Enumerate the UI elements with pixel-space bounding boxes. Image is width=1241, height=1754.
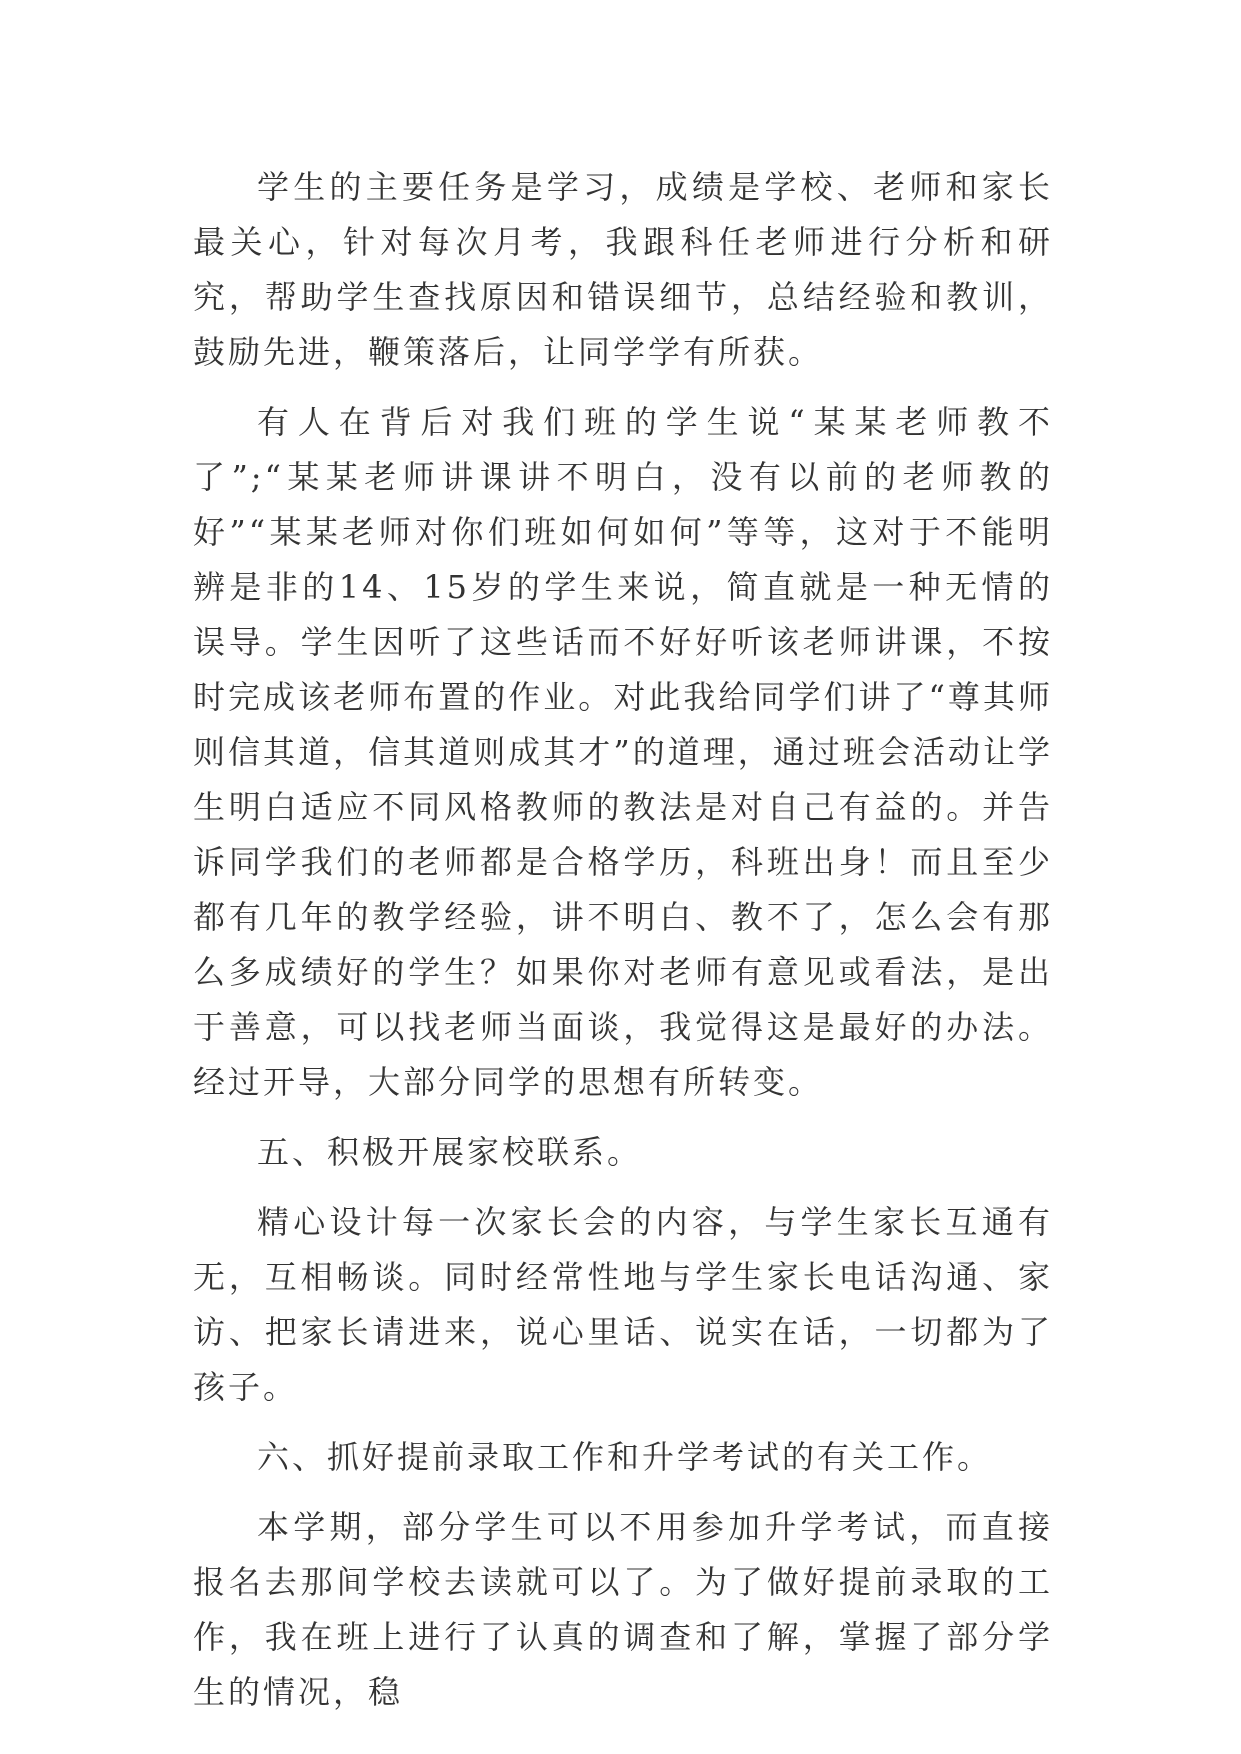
- paragraph-respect-teachers: 有人在背后对我们班的学生说“某某老师教不了”;“某某老师讲课讲不明白，没有以前的老师教的好”“某某老师对你们班如何如何”等等，这对于不能明辨是非的14、15岁的学生来说，简直就是一种无情的误导。学生因听了这些话而不好好听该老师讲课，不按时完成该老师布置的作业。对此我给同学们讲了“尊其师则信其道，信其道则成其才”的道理，通过班会活动让学生明白适应不同风格教师的教法是对自己有益的。并告诉同学我们的老师都是合格学历，科班出身！而且至少都有几年的教学经验，讲不明白、教不了，怎么会有那么多成绩好的学生？如果你对老师有意见或看法，是出于善意，可以找老师当面谈，我觉得这是最好的办法。经过开导，大部分同学的思想有所转变。: [193, 403, 1053, 1101]
- document-body: [193, 160, 1053, 1720]
- paragraph-parent-meetings: 精心设计每一次家长会的内容，与学生家长互通有无，互相畅谈。同时经常性地与学生家长电话沟通、家访、把家长请进来，说心里话、说实在话，一切都为了孩子。: [193, 1203, 1053, 1406]
- section-heading-home-school: 五、积极开展家校联系。: [257, 1133, 643, 1171]
- section-heading-admission: 六、抓好提前录取工作和升学考试的有关工作。: [257, 1438, 993, 1476]
- paragraph-study-tasks: 学生的主要任务是学习，成绩是学校、老师和家长最关心，针对每次月考，我跟科任老师进行分析和研究，帮助学生查找原因和错误细节，总结经验和教训，鼓励先进，鞭策落后，让同学学有所获。: [193, 168, 1053, 371]
- paragraph-early-admission: 本学期，部分学生可以不用参加升学考试，而直接报名去那间学校去读就可以了。为了做好提前录取的工作，我在班上进行了认真的调查和了解，掌握了部分学生的情况，稳: [193, 1508, 1053, 1711]
